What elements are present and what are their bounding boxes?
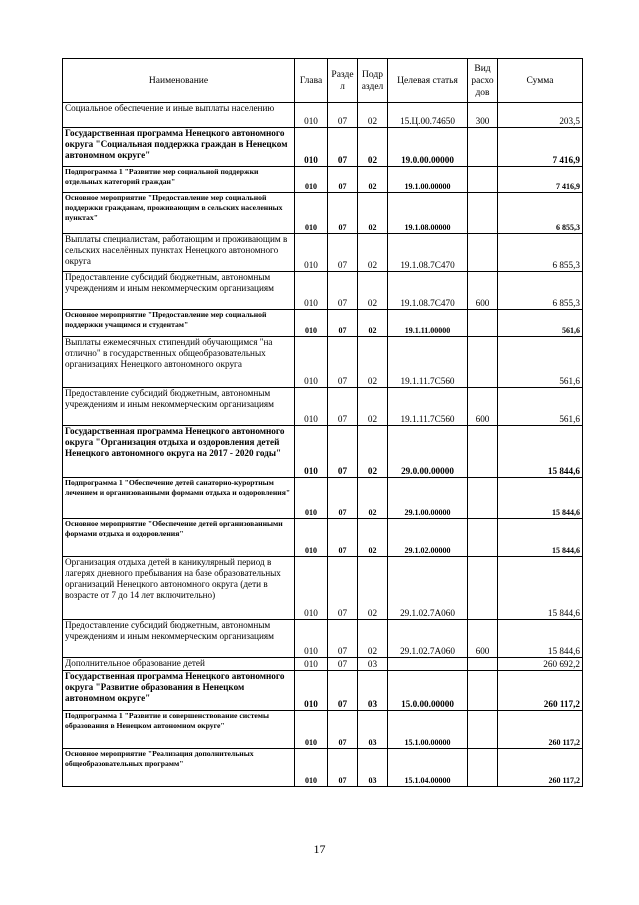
row-target: 19.1.08.7С470 [388, 272, 468, 310]
row-podrazdel: 02 [358, 620, 388, 658]
row-sum: 260 117,2 [498, 711, 583, 749]
row-glava: 010 [295, 620, 328, 658]
row-podrazdel: 02 [358, 426, 388, 478]
budget-table [62, 58, 583, 787]
row-sum: 260 117,2 [498, 749, 583, 787]
row-glava: 010 [295, 103, 328, 128]
table-row [63, 193, 583, 234]
row-podrazdel: 02 [358, 167, 388, 193]
row-vid [468, 519, 498, 557]
row-sum: 15 844,6 [498, 620, 583, 658]
row-podrazdel: 02 [358, 272, 388, 310]
page-number: 17 [313, 842, 326, 856]
row-vid [468, 671, 498, 711]
row-name: Основное мероприятие "Реализация дополнительных общеобразовательных программ" [63, 749, 295, 787]
row-name: Предоставление субсидий бюджетным, автономным учреждениям и иным некоммерческим организациям [63, 272, 295, 310]
row-vid [468, 557, 498, 620]
row-razdel: 07 [328, 234, 358, 272]
row-vid [468, 711, 498, 749]
row-vid: 600 [468, 388, 498, 426]
row-target: 19.1.00.00000 [388, 167, 468, 193]
row-sum: 7 416,9 [498, 167, 583, 193]
row-name: Предоставление субсидий бюджетным, автономным учреждениям и иным некоммерческим организациям [63, 388, 295, 426]
row-razdel: 07 [328, 478, 358, 519]
row-glava: 010 [295, 711, 328, 749]
row-vid [468, 128, 498, 167]
row-target: 29.1.02.7А060 [388, 557, 468, 620]
row-podrazdel: 02 [358, 388, 388, 426]
header-name: Наименование [63, 59, 295, 103]
row-target: 19.0.00.00000 [388, 128, 468, 167]
table-row [63, 478, 583, 519]
row-target: 15.0.00.00000 [388, 671, 468, 711]
row-razdel: 07 [328, 337, 358, 388]
row-podrazdel: 03 [358, 658, 388, 671]
row-sum: 260 117,2 [498, 671, 583, 711]
row-sum: 6 855,3 [498, 234, 583, 272]
row-razdel: 07 [328, 557, 358, 620]
row-vid: 600 [468, 620, 498, 658]
table-row [63, 749, 583, 787]
row-razdel: 07 [328, 711, 358, 749]
row-target: 19.1.11.7С560 [388, 388, 468, 426]
row-podrazdel: 02 [358, 337, 388, 388]
row-name: Выплаты ежемесячных стипендий обучающимся "на отлично" в государственных общеобразовательных организациях Ненецкого автономного округа [63, 337, 295, 388]
row-vid [468, 310, 498, 337]
row-podrazdel: 02 [358, 103, 388, 128]
row-name: Государственная программа Ненецкого автономного округа "Организация отдыха и оздоровления детей Ненецкого автономного округа на 2017 - 2020 годы" [63, 426, 295, 478]
row-sum: 6 855,3 [498, 272, 583, 310]
row-name: Выплаты специалистам, работающим и проживающим в сельских населённых пунктах Ненецкого автономного округа [63, 234, 295, 272]
row-name: Подпрограмма 1 "Развитие мер социальной поддержки отдельных категорий граждан" [63, 167, 295, 193]
row-razdel: 07 [328, 658, 358, 671]
header-vid: Вид расхо дов [468, 59, 498, 103]
row-target: 19.1.08.7С470 [388, 234, 468, 272]
row-podrazdel: 02 [358, 478, 388, 519]
row-name: Государственная программа Ненецкого автономного округа "Развитие образования в Ненецком автономном округе" [63, 671, 295, 711]
row-target: 29.0.00.00000 [388, 426, 468, 478]
row-razdel: 07 [328, 749, 358, 787]
row-name: Организация отдыха детей в каникулярный период в лагерях дневного пребывания на базе образовательных организаций Ненецкого автономного округа (дети в возрасте от 7 до 14 лет включительно) [63, 557, 295, 620]
row-podrazdel: 03 [358, 671, 388, 711]
row-target: 15.1.04.00000 [388, 749, 468, 787]
row-target: 15.Ц.00.74650 [388, 103, 468, 128]
row-name: Основное мероприятие "Предоставление мер социальной поддержки гражданам, проживающим в сельских населенных пунктах" [63, 193, 295, 234]
row-sum: 15 844,6 [498, 426, 583, 478]
row-podrazdel: 02 [358, 310, 388, 337]
row-name: Подпрограмма 1 "Обеспечение детей санаторно-курортным лечением и организованными формами отдыха и оздоровления" [63, 478, 295, 519]
row-glava: 010 [295, 557, 328, 620]
row-target [388, 658, 468, 671]
row-target: 19.1.11.7С560 [388, 337, 468, 388]
row-glava: 010 [295, 426, 328, 478]
row-podrazdel: 02 [358, 193, 388, 234]
row-vid [468, 478, 498, 519]
table-row [63, 671, 583, 711]
table-row [63, 426, 583, 478]
row-razdel: 07 [328, 671, 358, 711]
row-glava: 010 [295, 388, 328, 426]
table-row [63, 711, 583, 749]
row-sum: 260 692,2 [498, 658, 583, 671]
header-row [63, 59, 583, 103]
header-sum: Сумма [498, 59, 583, 103]
row-name: Основное мероприятие "Предоставление мер социальной поддержки учащимся и студентам" [63, 310, 295, 337]
row-glava: 010 [295, 272, 328, 310]
row-sum: 561,6 [498, 337, 583, 388]
row-glava: 010 [295, 193, 328, 234]
row-glava: 010 [295, 478, 328, 519]
row-vid [468, 167, 498, 193]
row-vid [468, 234, 498, 272]
row-razdel: 07 [328, 128, 358, 167]
row-razdel: 07 [328, 272, 358, 310]
row-vid [468, 658, 498, 671]
row-vid [468, 337, 498, 388]
row-podrazdel: 03 [358, 711, 388, 749]
header-glava: Глава [295, 59, 328, 103]
row-target: 15.1.00.00000 [388, 711, 468, 749]
table-row [63, 557, 583, 620]
row-vid [468, 749, 498, 787]
row-target: 29.1.02.7А060 [388, 620, 468, 658]
table-row [63, 310, 583, 337]
row-sum: 15 844,6 [498, 557, 583, 620]
table-row [63, 337, 583, 388]
row-target: 19.1.08.00000 [388, 193, 468, 234]
row-vid [468, 426, 498, 478]
row-vid [468, 193, 498, 234]
row-target: 29.1.00.00000 [388, 478, 468, 519]
row-razdel: 07 [328, 388, 358, 426]
row-glava: 010 [295, 658, 328, 671]
table-row [63, 128, 583, 167]
row-razdel: 07 [328, 620, 358, 658]
row-sum: 203,5 [498, 103, 583, 128]
row-glava: 010 [295, 310, 328, 337]
row-sum: 561,6 [498, 388, 583, 426]
row-razdel: 07 [328, 167, 358, 193]
table-row [63, 167, 583, 193]
header-target: Целевая статья [388, 59, 468, 103]
row-sum: 15 844,6 [498, 478, 583, 519]
row-podrazdel: 03 [358, 749, 388, 787]
table-row [63, 620, 583, 658]
row-podrazdel: 02 [358, 234, 388, 272]
row-razdel: 07 [328, 426, 358, 478]
row-podrazdel: 02 [358, 557, 388, 620]
row-name: Предоставление субсидий бюджетным, автономным учреждениям и иным некоммерческим организациям [63, 620, 295, 658]
row-name: Социальное обеспечение и иные выплаты населению [63, 103, 295, 128]
row-target: 19.1.11.00000 [388, 310, 468, 337]
header-podrazdel: Подр аздел [358, 59, 388, 103]
row-glava: 010 [295, 234, 328, 272]
row-sum: 561,6 [498, 310, 583, 337]
row-target: 29.1.02.00000 [388, 519, 468, 557]
row-podrazdel: 02 [358, 128, 388, 167]
table-row [63, 234, 583, 272]
row-glava: 010 [295, 167, 328, 193]
row-glava: 010 [295, 519, 328, 557]
table-row [63, 658, 583, 671]
row-name: Государственная программа Ненецкого автономного округа "Социальная поддержка граждан в Ненецком автономном округе" [63, 128, 295, 167]
row-sum: 15 844,6 [498, 519, 583, 557]
row-vid: 600 [468, 272, 498, 310]
table-row [63, 103, 583, 128]
header-razdel: Разде л [328, 59, 358, 103]
row-sum: 7 416,9 [498, 128, 583, 167]
row-name: Основное мероприятие "Обеспечение детей организованными формами отдыха и оздоровления" [63, 519, 295, 557]
row-glava: 010 [295, 128, 328, 167]
row-name: Подпрограмма 1 "Развитие и совершенствование системы образования в Ненецком автономном округе" [63, 711, 295, 749]
row-razdel: 07 [328, 310, 358, 337]
row-glava: 010 [295, 337, 328, 388]
table-row [63, 272, 583, 310]
row-razdel: 07 [328, 103, 358, 128]
row-glava: 010 [295, 671, 328, 711]
table-row [63, 519, 583, 557]
row-podrazdel: 02 [358, 519, 388, 557]
table-row [63, 388, 583, 426]
row-vid: 300 [468, 103, 498, 128]
row-razdel: 07 [328, 519, 358, 557]
row-glava: 010 [295, 749, 328, 787]
row-razdel: 07 [328, 193, 358, 234]
row-sum: 6 855,3 [498, 193, 583, 234]
row-name: Дополнительное образование детей [63, 658, 295, 671]
